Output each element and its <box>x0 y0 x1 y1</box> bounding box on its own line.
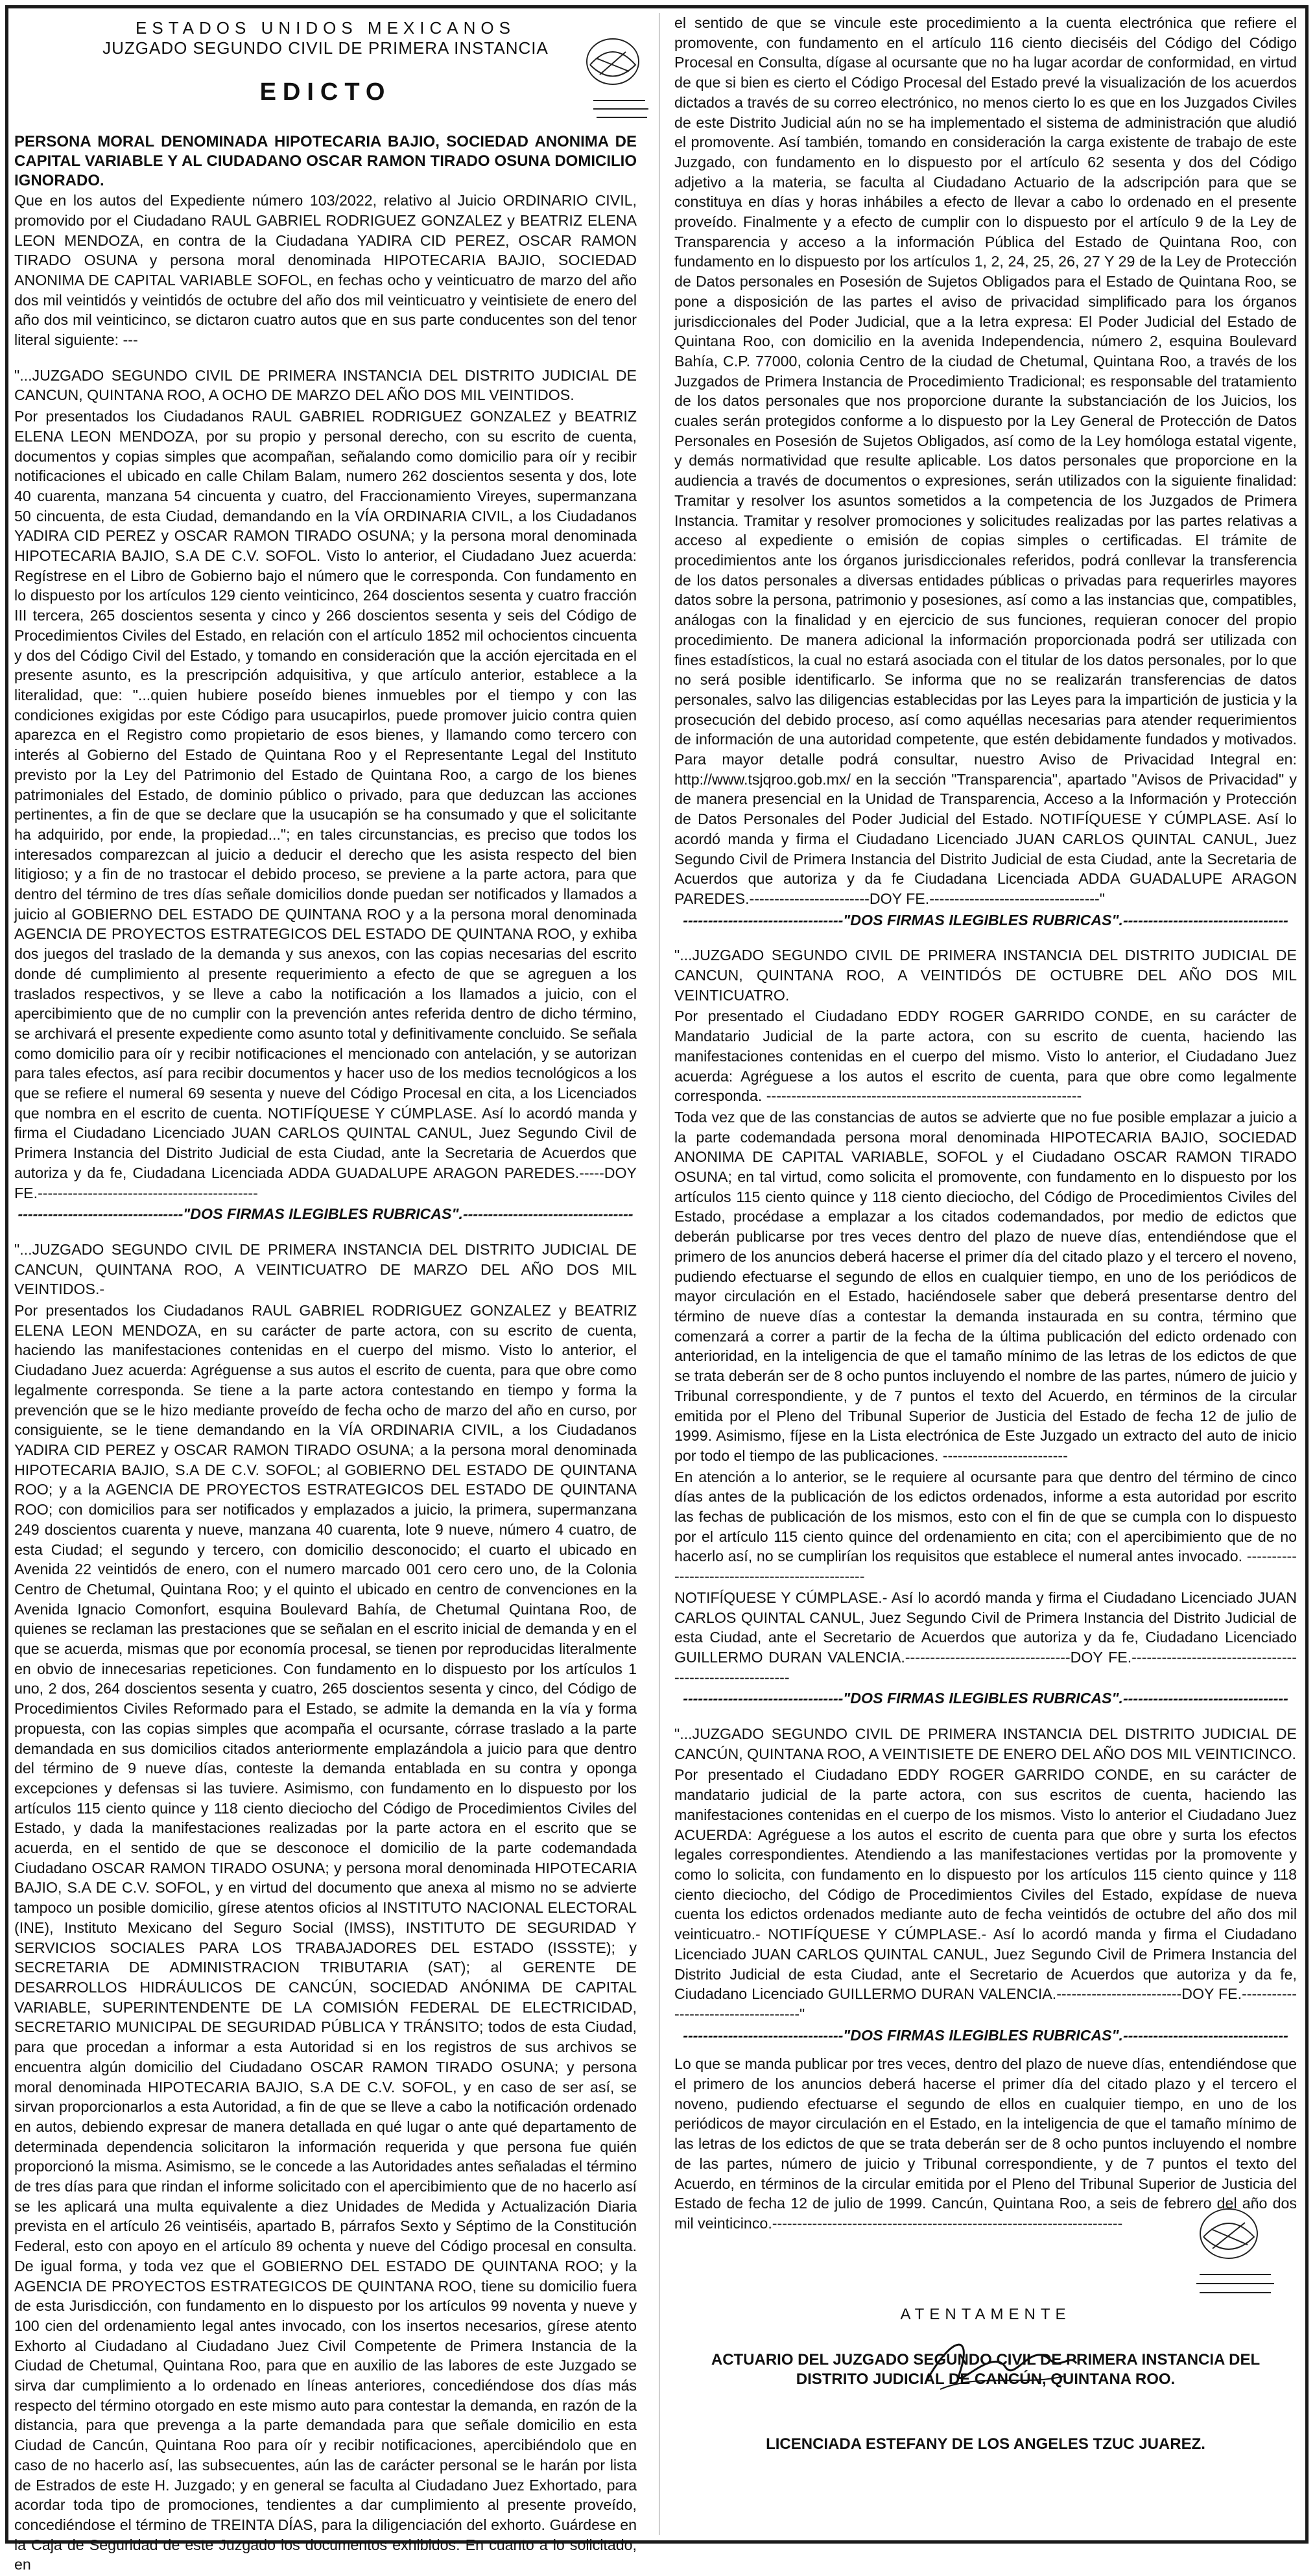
firmas-line: --------------------------------"DOS FIRMAS ILEGIBLES RUBRICAS".--------------------------------- <box>683 911 1288 928</box>
paragraph-edictos: Toda vez que de las constancias de autos se advierte que no fue posible emplazar a juicio a la parte codemandada persona moral denominada HIPOTECARIA BAJIO, SOCIEDAD ANONIMA DE CAPITAL VARIABLE, SOFOL y el Ciudadano OSCAR RAMON TIRADO OSUNA; en tal virtud, como solicita el promovente, con fundamento en lo dispuesto por los artículos 115 ciento quince y 118 ciento dieciocho, del Código de Procedimientos Civiles del Estado, procédase a emplazar a los citados codemandados, por medio de edictos que deberán publicarse por tres veces dentro del plazo de nueve días, entendiéndose que el primero de los anuncios deberá hacerse el primer día del citado plazo y el tercero el noveno, pudiendo efectuarse el segundo de ellos en cualquier tiempo, en uno de los periódicos de mayor circulación en el Estado, haciéndosele saber que deberá presentarse dentro del término de nueve días a contestar la demanda instaurada en su contra, término que comenzará a correr a partir de la fecha de la última publicación del edicto ordenado con anterioridad, en la inteligencia de que el tamaño mínimo de las letras de los edictos de que se trata deberán ser de 8 ocho puntos incluyendo el nombre de las partes, número de juicio y Tribunal correspondiente, y de 7 puntos el texto del Acuerdo, en términos de la circular emitida por el Pleno del Tribunal Superior de Justicia del Estado de fecha 12 de julio de 1999. Asimismo, fíjese en la Lista electrónica de Este Juzgado un extracto del auto de inicio por todo el tiempo de las publicaciones. ------------------------- <box>674 1108 1297 1464</box>
document-title: EDICTO <box>259 78 392 106</box>
paragraph-auto-1: Por presentados los Ciudadanos RAUL GABRIEL RODRIGUEZ GONZALEZ y BEATRIZ ELENA LEON MENDOZA, por su propio y personal derecho, con su escrito de cuenta, documentos y copias simples que acompañan, señalando como domicilio para oír y recibir notificaciones el ubicado en calle Chilam Balam, numero 262 doscientos sesenta y dos, lote 40 cuarenta, manzana 54 cincuenta y cuatro, del Fraccionamiento Vireyes, supermanzana 50 cincuenta, de esta Ciudad, demandando en la VÍA ORDINARIA CIVIL, a los Ciudadanos YADIRA CID PEREZ y OSCAR RAMON TIRADO OSUNA; y la persona moral denominada HIPOTECARIA BAJIO, S.A DE C.V. SOFOL. Visto lo anterior, el Ciudadano Juez acuerda: Regístrese en el Libro de Gobierno bajo el número que le corresponda. Con fundamento en lo dispuesto por los artículos 129 ciento veinticinco, 264 doscientos sesenta y cuatro fracción III tercera, 265 doscientos sesenta y cinco y 266 doscientos sesenta y seis del Código de Procedimientos Civiles del Estado, en relación con el artículo 1852 mil ochocientos cincuenta y dos del Código Civil del Estado, y tomando en consideración que la acción ejercitada en el presente asunto, es la prescripción adquisitiva, y que artículo anterior, establece a la literalidad, que: "...quien hubiere poseído bienes inmuebles por el tiempo y con las condiciones exigidas por este Código para usucapirlos, puede promover juicio contra quien aparezca en el Registro como propietario de esos bienes, y llamando como tercero con interés al Gobierno del Estado de Quintana Roo y el Representante Legal del Instituto previsto por la Ley del Patrimonio del Estado de Quintana Roo, a cargo de los bienes patrimoniales del Estado, de dominio público o privado, para que deduzcan las acciones pertinentes, a fin de que se declare que la usucapión se ha consumado y que el solicitante ha adquirido, por ende, la propiedad..."; en tales circunstancias, es preciso que todos los interesados comparezcan al juicio a deducir el derecho que les asista respecto del bien litigioso; y a fin de no trastocar el debido proceso, se previene a la parte actora, para que dentro del término de tres días señale domicilios donde puedan ser notificados y llamados a juicio al GOBIERNO DEL ESTADO DE QUINTANA ROO y a la persona moral denominada AGENCIA DE PROYECTOS ESTRATEGICOS DEL ESTADO DE QUINTANA ROO, y exhiba dos juegos del traslado de la demanda y sus anexos, con las copias necesarias del escrito donde dé cumplimiento al presente requerimiento a efecto de que se agreguen a los traslados respectivos, y se lleve a cabo la notificación a los llamados a juicio, con el apercibimiento que de no cumplir con la prevención antes referida dentro de dicho término, se archivará el presente expediente como asunto total y definitivamente concluido. Se señala como domicilio para oír y recibir notificaciones el mencionado con antelación, y se autorizan para tales efectos, así para recibir documentos y hacer uso de los medios tecnológicos a los que se refiere el numeral 69 sesenta y nueve del Código Procesal en cita, a los Licenciados que nombra en el escrito de cuenta. NOTIFÍQUESE Y CÚMPLASE. Así lo acordó manda y firma el Ciudadano Licenciado JUAN CARLOS QUINTAL CANUL, Juez Segundo Civil de Primera Instancia del Distrito Judicial de esta Ciudad, ante la Secretaria de Acuerdos que autoriza y da fe, Ciudadana Licenciada ADDA GUADALUPE ARAGON PAREDES.-----DOY FE.-------------------------------------------- <box>14 408 637 1201</box>
paragraph-auto-2-cont: el sentido de que se vincule este procedimiento a la cuenta electrónica que refiere el promovente, con fundamento en el artículo 116 ciento dieciséis del Código del Código Procesal en Consulta, dígase al ocursante que no ha lugar acordar de conformidad, en virtud de que si bien es cierto el Código Procesal del Estado prevé la visualización de los acuerdos dictados a través de su correo electrónico, no menos cierto lo es que en los Juzgados Civiles de este Distrito Judicial aún no se ha implementado el sistema de administración que aludió el promovente. Así también, tomando en consideración la carga existente de trabajo de este Juzgado, con fundamento en lo dispuesto por el artículo 62 sesenta y dos del Código adjetivo a la materia, se faculta al Ciudadano Actuario de la adscripción para que se constituya en días y horas inhábiles a efecto de llevar a cabo lo ordenado en el presente proveído. Finalmente y a efecto de cumplir con lo dispuesto por el artículo 9 de la Ley de Transparencia y acceso a la información Pública del Estado de Quintana Roo, con fundamento en lo dispuesto por los artículos 1, 2, 24, 25, 26, 27 Y 29 de la Ley de Protección de Datos personales en Posesión de Sujetos Obligados para el Estado de Quintana Roo, se pone a disposición de las partes el aviso de privacidad simplificado para los órganos jurisdiccionales del Poder Judicial, que a la letra expresa: El Poder Judicial del Estado de Quintana Roo, con domicilio en la avenida Independencia, número 2, esquina Boulevard Bahía, C.P. 77000, colonia Centro de la ciudad de Chetumal, Quintana Roo, a través de los Juzgados de Primera Instancia de Procedimiento Tradicional; es responsable del tratamiento de los datos personales que nos proporcione durante la substanciación de los Juicios, los cuales serán protegidos conforme a lo dispuesto por la Ley General de Protección de Datos Personales en Posesión de Sujetos Obligados, así como de la Ley homóloga estatal vigente, y demás normatividad que resulte aplicable. Los datos personales que proporcione en la audiencia a través de documentos o expresiones, serán utilizados con la siguiente finalidad: Tramitar y resolver los asuntos sometidos a la competencia de los Juzgados de Primera Instancia. Tramitar y resolver promociones y solicitudes realizadas por las partes relativas a acceso al expediente o emisión de copias simples o certificadas. El trámite de procedimientos ante los órganos jurisdiccionales referidos, podrá conllevar la transferencia de los datos personales a diversas entidades públicas o privadas para requerirles mayores datos sobre la persona, patrimonio y posesiones, así como a las instancias que, compatibles, análogas con la finalidad y en ejercicio de sus funciones, requieran conocer del propio procedimiento. De manera adicional la información proporcionada podrá ser utilizada con fines estadísticos, la cual no estará asociada con el titular de los datos personales, por lo que no será posible identificarlo. Se informa que no se realizarán transferencias de datos personales, salvo las diligencias establecidas por las Leyes para la impartición de justicia y la prosecución del debido proceso, así como aquéllas necesarias para atender requerimientos de información de una autoridad competente, que estén debidamente fundados y motivados. Para mayor detalle podrá consultar, nuestro Aviso de Privacidad Integral en: http://www.tsjqroo.gob.mx/ en la sección "Transparencia", apartado "Avisos de Privacidad" y de manera presencial en la Unidad de Transparencia, Acceso a la Información y Protección de Datos Personales del Poder Judicial del Estado. NOTIFÍQUESE Y CÚMPLASE. Así lo acordó manda y firma el Ciudadano Licenciado JUAN CARLOS QUINTAL CANUL, Juez Segundo Civil de Primera Instancia del Distrito Judicial de esta Ciudad, ante la Secretaria de Acuerdos que autoriza y da fe Ciudadana Licenciada ADDA GUADALUPE ARAGON PAREDES.------------------------DOY FE.----------------------------------" <box>674 14 1297 907</box>
document-header <box>14 18 637 106</box>
auto-heading-3: "...JUZGADO SEGUNDO CIVIL DE PRIMERA INSTANCIA DEL DISTRITO JUDICIAL DE CANCUN, QUINTANA ROO, A VEINTIDÓS DE OCTUBRE DEL AÑO DOS MIL VEINTICUATRO. <box>674 947 1297 1004</box>
signer-name: LICENCIADA ESTEFANY DE LOS ANGELES TZUC JUAREZ. <box>766 2435 1205 2453</box>
auto-heading-1: "...JUZGADO SEGUNDO CIVIL DE PRIMERA INSTANCIA DEL DISTRITO JUDICIAL DE CANCUN, QUINTANA ROO, A OCHO DE MARZO DEL AÑO DOS MIL VEINTIDOS. <box>14 366 637 404</box>
auto-heading-2: "...JUZGADO SEGUNDO CIVIL DE PRIMERA INSTANCIA DEL DISTRITO JUDICIAL DE CANCUN, QUINTANA ROO, A VEINTICUATRO DE MARZO DEL AÑO DOS MIL VEINTIDOS.- <box>14 1240 637 1298</box>
firmas-line: --------------------------------"DOS FIRMAS ILEGIBLES RUBRICAS".--------------------------------- <box>683 2026 1288 2044</box>
court-name: JUZGADO SEGUNDO CIVIL DE PRIMERA INSTANCIA <box>102 38 549 58</box>
right-column <box>674 13 1297 2454</box>
country-name: ESTADOS UNIDOS MEXICANOS <box>136 18 515 38</box>
left-column <box>14 13 637 2576</box>
firmas-line: ---------------------------------"DOS FIRMAS ILEGIBLES RUBRICAS".---------------------------------- <box>18 1205 634 1223</box>
paragraph-notifiquese: NOTIFÍQUESE Y CÚMPLASE.- Así lo acordó manda y firma el Ciudadano Licenciado JUAN CARLOS QUINTAL CANUL, Juez Segundo Civil de Primera Instancia del Distrito Judicial de esta Ciudad, ante el Secretario de Acuerdos que autoriza y da fe, Ciudadano Licenciado GUILLERMO DURAN VALENCIA.---------------------------------DOY FE.-------------------------------------------------------- <box>674 1589 1297 1686</box>
paragraph-auto-4: Por presentado el Ciudadano EDDY ROGER GARRIDO CONDE, en su carácter de mandatario judicial de la parte actora, con sus escritos de cuenta, haciendo las manifestaciones contenidas en el cuerpo de los mismos. Visto lo anterior el Ciudadano Juez ACUERDA: Agréguese a los autos el escrito de cuenta para que obre y surta los efectos legales correspondientes. Atendiendo a las manifestaciones vertidas por la promovente y como lo solicita, con fundamento en lo dispuesto por los artículos 115 ciento quince y 118 ciento dieciocho, del Código de Procedimientos Civiles del Estado, expídase de nueva cuenta los edictos ordenados mediante auto de fecha veintidós de octubre del año dos mil veinticuatro.- NOTIFÍQUESE Y CÚMPLASE.- Así lo acordó manda y firma el Ciudadano Licenciado JUAN CARLOS QUINTAL CANUL, Juez Segundo Civil de Primera Instancia del Distrito Judicial de esta Ciudad, ante el Secretario de Acuerdos que autoriza y da fe, Ciudadano Licenciado GUILLERMO DURAN VALENCIA.-------------------------DOY FE.------------------------------------" <box>674 1766 1297 2022</box>
paragraph-auto-3: Por presentado el Ciudadano EDDY ROGER GARRIDO CONDE, en su carácter de Mandatario Judicial de la parte actora, con su escrito de cuenta, haciendo las manifestaciones contenidas en el cuerpo del mismo. Visto lo anterior, el Ciudadano Juez acuerda: Agréguese a los autos el escrito de cuenta, para que obre como legalmente corresponda. --------------------------------------------------------------- <box>674 1008 1297 1105</box>
firmas-line: --------------------------------"DOS FIRMAS ILEGIBLES RUBRICAS".--------------------------------- <box>683 1690 1288 1707</box>
auto-heading-4: "...JUZGADO SEGUNDO CIVIL DE PRIMERA INSTANCIA DEL DISTRITO JUDICIAL DE CANCÚN, QUINTANA ROO, A VEINTISIETE DE ENERO DEL AÑO DOS MIL VEINTICINCO. <box>674 1725 1297 1762</box>
paragraph-expediente: Que en los autos del Expediente número 103/2022, relativo al Juicio ORDINARIO CIVIL, promovido por el Ciudadano RAUL GABRIEL RODRIGUEZ GONZALEZ y BEATRIZ ELENA LEON MENDOZA, en contra de la Ciudadana YADIRA CID PEREZ, OSCAR RAMON TIRADO OSUNA y persona moral denominada HIPOTECARIA BAJIO, SOCIEDAD ANONIMA DE CAPITAL VARIABLE SOFOL, en fechas ocho y veinticuatro de marzo del año dos mil veintidós y veintidós de octubre del año dos mil veinticuatro y veintisiete de enero del año dos mil veinticinco, se dictaron cuatro autos que en sus parte conducentes son del tenor literal siguiente: --- <box>14 192 637 349</box>
paragraph-requerimiento: En atención a lo anterior, se le requiere al ocursante para que dentro del término de cinco días antes de la publicación de los edictos ordenados, informe a esta autoridad por escrito las fechas de publicación de los mismos, esto con el fin de que se cumpla con lo dispuesto por el artículo 115 ciento quince del ordenamiento en cita; con el apercibimiento que de no hacerlo así, no se cumplirían los requisitos que establece el numeral antes invocado. ------------------------------------------------ <box>674 1468 1297 1585</box>
actuario-title: ACTUARIO DEL JUZGADO SEGUNDO CIVIL DE PRIMERA INSTANCIA DEL DISTRITO JUDICIAL DE CANCÚN, QUINTANA ROO. <box>711 2351 1261 2389</box>
closing-atentamente: ATENTAMENTE <box>900 2305 1071 2323</box>
paragraph-auto-2: Por presentados los Ciudadanos RAUL GABRIEL RODRIGUEZ GONZALEZ y BEATRIZ ELENA LEON MENDOZA, en su carácter de parte actora, con su escrito de cuenta, haciendo las manifestaciones contenidas en el cuerpo del mismo. Visto lo anterior, el Ciudadano Juez acuerda: Agréguense a sus autos el escrito de cuenta, para que obre como legalmente corresponda. Se tiene a la parte actora contestando en tiempo y forma la prevención que se le hizo mediante proveído de fecha ocho de marzo del año en curso, por consiguiente, se le tiene demandando en la VÍA ORDINARIA CIVIL, a los Ciudadanos YADIRA CID PEREZ y OSCAR RAMON TIRADO OSUNA; a la persona moral denominada HIPOTECARIA BAJIO, S.A DE C.V. SOFOL; al GOBIERNO DEL ESTADO DE QUINTANA ROO; y a la AGENCIA DE PROYECTOS ESTRATEGICOS DEL ESTADO DE QUINTANA ROO; con domicilios para ser notificados y emplazados a juicio, la primera, supermanzana 249 doscientos cuarenta y nueve, manzana 40 cuarenta, lote 9 nueve, número 4 cuatro, de esta Ciudad; el segundo y tercero, con domicilio desconocido; el cuarto el ubicado en Avenida 22 veintidós de enero, con el numero marcado 001 cero cero uno, de la Colonia Centro de Chetumal, Quintana Roo; y el quinto el ubicado en centro de convenciones en la Avenida Ignacio Comonfort, esquina Boulevard Bahía, de Chetumal Quintana Roo, de quienes se reclaman las prestaciones que se señalan en el escrito inicial de demanda y en el que se acuerda, mismas que por economía procesal, se tienen por reproducidas literalmente en obvio de innecesarias repeticiones. Con fundamento en lo dispuesto por los artículos 1 uno, 2 dos, 264 doscientos sesenta y cuatro, 265 doscientos sesenta y cinco, del Código de Procedimientos Civiles Reformado para el Estado, se admite la demanda en la vía y forma propuesta, con las copias simples que acompaña el ocursante, córrase traslado a la parte demandada en sus domicilios citados anteriormente emplazándola a juicio para que dentro del término de 9 nueve días, conteste la demanda entablada en su contra y oponga excepciones y defensas si las tuviere. Asimismo, con fundamento en lo dispuesto por los artículos 115 ciento quince y 118 ciento dieciocho del Código de Procedimientos Civiles del Estado, y dada la manifestaciones realizadas por la parte actora en el escrito que se acuerda, en el sentido de que se desconoce el domicilio de la parte codemandada Ciudadano OSCAR RAMON TIRADO OSUNA; y persona moral denominada HIPOTECARIA BAJIO, S.A DE C.V. SOFOL, y en virtud del documento que anexa al mismo no se advierte tampoco un posible domicilio, gírese atentos oficios al INSTITUTO NACIONAL ELECTORAL (INE), Instituto Mexicano del Seguro Social (IMSS), INSTITUTO DE SEGURIDAD Y SERVICIOS SOCIALES PARA LOS TRABAJADORES DEL ESTADO (ISSSTE); y SECRETARIA DE ADMINISTRACION TRIBUTARIA (SAT); al GERENTE DE DESARROLLOS HIDRÁULICOS DE CANCÚN, SOCIEDAD ANÓNIMA DE CAPITAL VARIABLE, SUPERINTENDENTE DE LA COMISIÓN FEDERAL DE ELECTRICIDAD, SECRETARIO MUNICIPAL DE SEGURIDAD PÚBLICA Y TRÁNSITO; todos de esta Ciudad, para que procedan a informar a esta Autoridad si en los registros de sus archivos se encuentra algún domicilio del Ciudadano OSCAR RAMON TIRADO OSUNA; y persona moral denominada HIPOTECARIA BAJIO, S.A DE C.V. SOFOL, y en caso de ser así, se sirvan proporcionarlos a esta Autoridad, a fin de que se lleve a cabo la notificación ordenado en autos, debiendo expresar de manera detallada en qué lugar o ante qué departamento de determinada dependencia solicitaron la información requerida y que persona fue quién proporcionó la misma. Asimismo, se le concede a las Autoridades antes señaladas el término de tres días para que rindan el informe solicitado con el apercibimiento que de no hacerlo así se les aplicará una multa equivalente a diez Unidades de Medida y Actualización Diaria prevista en el artículo 26 veintiséis, apartado B, párrafos Sexto y Séptimo de la Constitución Federal, esto con apoyo en el artículo 89 ochenta y nueve del Código procesal en consulta. De igual forma, y toda vez que el GOBIERNO DEL ESTADO DE QUINTANA ROO; y la AGENCIA DE PROYECTOS ESTRATEGICOS DE QUINTANA ROO, tiene su domicilio fuera de esta Jurisdicción, con fundamento en lo dispuesto por los artículos 99 noventa y nueve y 100 cien del ordenamiento legal antes invocado, con los insertos necesarios, gírese atento Exhorto al Ciudadano al Ciudadano Juez Civil Competente de Primera Instancia de la Ciudad de Chetumal, Quintana Roo, para que en auxilio de las labores de este Juzgado se sirva dar cumplimiento a lo ordenado en líneas anteriores, concediéndose dos días más respecto del término otorgado en este mismo auto para contestar la demanda, en razón de la distancia, para que prevenga a la parte demandada para que señale domicilio en esta Ciudad de Cancún, Quintana Roo para oír y recibir notificaciones, apercibiéndolo que en caso de no hacerlo así, las subsecuentes, aún las de carácter personal se le harán por lista de Estrados de este H. Juzgado; y en general se faculta al Ciudadano Juez Exhortado, para acordar toda tipo de promociones, tendientes a dar cumplimiento al presente proveído, concediéndose el término de TREINTA DÍAS, para la diligenciación del exhorto. Guárdese en la Caja de Seguridad de este Juzgado los documentos exhibidos. En cuanto a lo solicitado, en <box>14 1302 637 2573</box>
paragraph-publicacion: Lo que se manda publicar por tres veces, dentro del plazo de nueve días, entendiéndose que el primero de los anuncios deberá hacerse el primer día del citado plazo y el tercero el noveno, pudiendo efectuarse el segundo de ellos en cualquier tiempo, en uno de los periódicos de mayor circulación en el Estado, en la inteligencia de que el tamaño mínimo de las letras de los edictos de que se trata deberán ser de 8 ocho puntos incluyendo el nombre de las partes, número de juicio y Tribunal correspondiente, y de 7 puntos el texto del Acuerdo, en términos de la circular emitida por el Pleno del Tribunal Superior de Justicia del Estado de fecha 12 de julio de 1999. Cancún, Quintana Roo, a seis de febrero del año dos mil veinticinco.---------------------------------------------------------------------- <box>674 2055 1297 2232</box>
handwritten-signature-icon <box>914 2328 1083 2409</box>
intro-heading: PERSONA MORAL DENOMINADA HIPOTECARIA BAJIO, SOCIEDAD ANONIMA DE CAPITAL VARIABLE Y AL CIUDADANO OSCAR RAMON TIRADO OSUNA DOMICILIO IGNORADO. <box>14 133 637 190</box>
